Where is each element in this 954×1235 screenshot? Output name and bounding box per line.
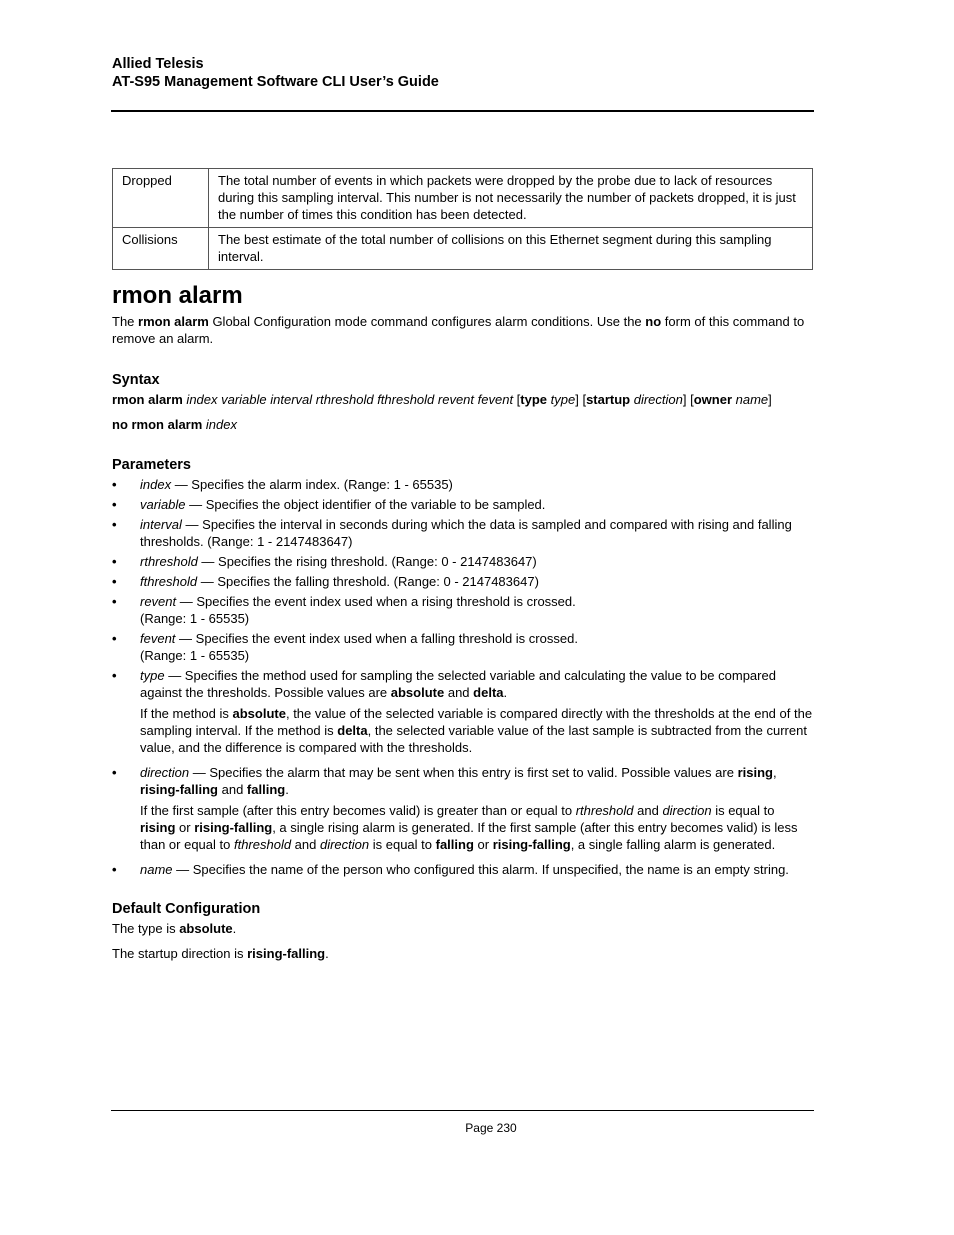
header-company: Allied Telesis	[112, 56, 204, 72]
list-item: • fthreshold — Specifies the falling threshold. (Range: 0 - 2147483647)	[112, 574, 539, 589]
list-item: • rthreshold — Specifies the rising threshold. (Range: 0 - 2147483647)	[112, 554, 537, 569]
type-detail: If the method is absolute, the value of the selected variable is compared directly with the thresholds at the end of the sampling interval. If the method is delta, the selected variable value of the last sample is subtracted from the current value, and the difference is compared with the thresholds.	[140, 706, 813, 755]
table-cell-term: Dropped	[113, 169, 209, 228]
header-rule	[111, 110, 814, 112]
list-item: • name — Specifies the name of the person who configured this alarm. If unspecified, the name is an empty string.	[112, 862, 789, 877]
command-intro: The rmon alarm Global Configuration mode command configures alarm conditions. Use the no form of this command to remove an alarm.	[112, 314, 805, 346]
footer-rule	[111, 1110, 814, 1111]
list-item: • direction — Specifies the alarm that may be sent when this entry is first set to valid. Possible values are rising, rising-falling and falling. If the first sample (after this entry becomes valid) is greater than or equal to rthreshold and direction is equal to rising or rising-falling, a single rising alarm is generated. If the first sample (after this entry becomes valid) is less than or equal to fthreshold and direction is equal to falling or rising-falling, a single falling alarm is generated.	[112, 764, 813, 853]
table-cell-term: Collisions	[113, 228, 209, 270]
parameters-section	[112, 456, 813, 878]
main-content	[112, 281, 813, 962]
syntax-heading: Syntax	[112, 372, 160, 388]
list-item: • fevent — Specifies the event index used when a falling threshold is crossed. (Range: 1 - 65535)	[112, 631, 578, 663]
list-item: • revent — Specifies the event index used when a rising threshold is crossed. (Range: 1 - 65535)	[112, 594, 576, 626]
syntax-line: rmon alarm index variable interval rthreshold fthreshold revent fevent [type type] [startup direction] [owner name]	[112, 392, 772, 407]
list-item: • interval — Specifies the interval in seconds during which the data is sampled and compared with rising and falling thresholds. (Range: 1 - 2147483647)	[112, 517, 792, 549]
page-number: Page 230	[465, 1121, 517, 1135]
default-config-section	[112, 900, 813, 962]
list-item: • variable — Specifies the object identifier of the variable to be sampled.	[112, 497, 546, 512]
syntax-no-line: no rmon alarm index	[112, 417, 237, 432]
table-row	[113, 228, 813, 270]
table-cell-desc: The total number of events in which packets were dropped by the probe due to lack of resources during this sampling interval. This number is not necessarily the number of packets dropped, it is just the number of times this condition has been detected.	[209, 169, 813, 228]
header-guide-title: AT-S95 Management Software CLI User’s Guide	[112, 74, 439, 90]
running-header	[112, 55, 439, 91]
parameters-heading: Parameters	[112, 457, 191, 473]
counters-table	[112, 168, 813, 270]
command-title: rmon alarm	[112, 282, 243, 309]
default-type-text: The type is absolute.	[112, 921, 237, 936]
parameter-list	[112, 476, 813, 878]
table-cell-desc: The best estimate of the total number of collisions on this Ethernet segment during this sampling interval.	[209, 228, 813, 270]
syntax-section	[112, 371, 813, 433]
direction-detail: If the first sample (after this entry becomes valid) is greater than or equal to rthreshold and direction is equal to rising or rising-falling, a single rising alarm is generated. If the first sample (after this entry becomes valid) is less than or equal to fthreshold and direction is equal to falling or rising-falling, a single falling alarm is generated.	[140, 803, 798, 852]
default-direction-text: The startup direction is rising-falling.	[112, 946, 329, 961]
default-config-heading: Default Configuration	[112, 901, 261, 917]
list-item: • index — Specifies the alarm index. (Range: 1 - 65535)	[112, 477, 453, 492]
list-item: • type — Specifies the method used for sampling the selected variable and calculating the value to be compared against the thresholds. Possible values are absolute and delta. If the method is absolute, the value of the selected variable is compared directly with the thresholds at the end of the sampling interval. If the method is delta, the selected variable value of the last sample is subtracted from the current value, and the difference is compared with the thresholds.	[112, 668, 813, 755]
table-row	[113, 169, 813, 228]
